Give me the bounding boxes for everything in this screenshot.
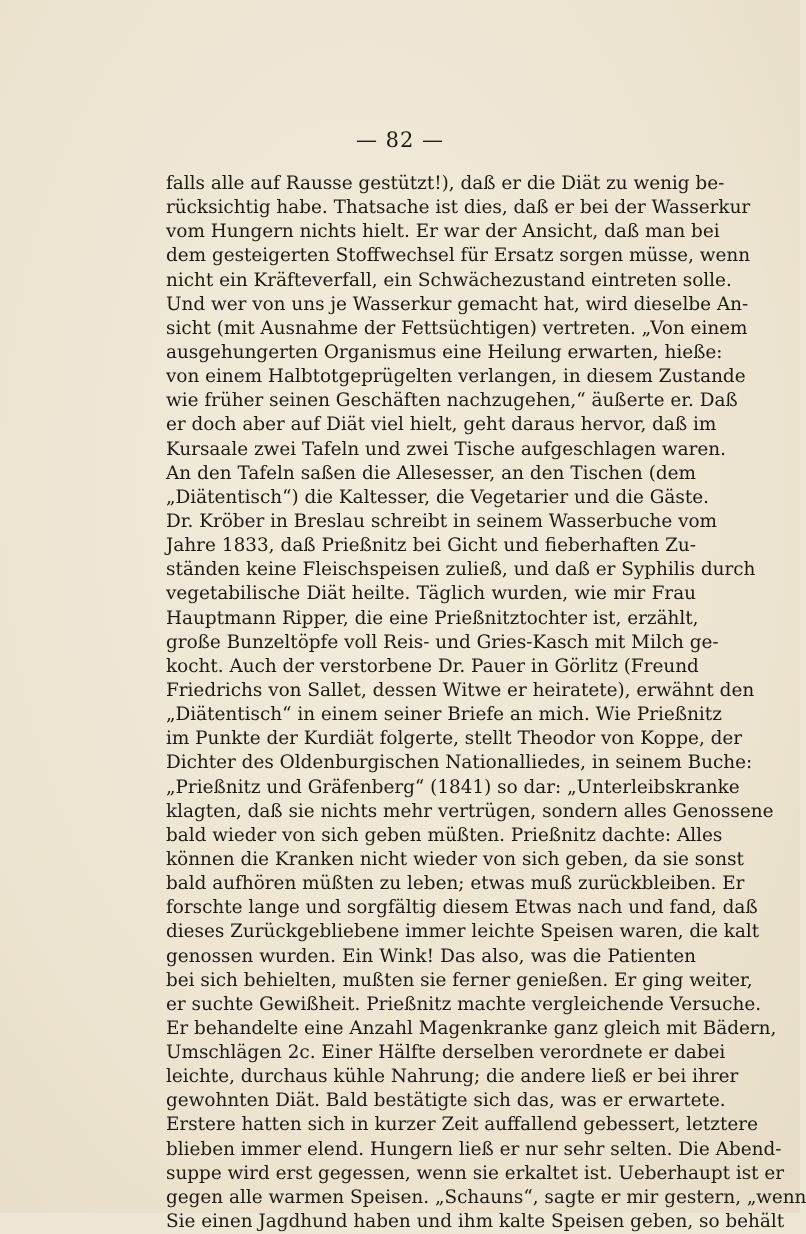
text-line: falls alle auf Rausse gestützt!), daß er die Diät zu wenig be- [166, 173, 725, 194]
text-line: Kursaale zwei Tafeln und zwei Tische aufgeschlagen waren. [166, 438, 726, 460]
text-line: er doch aber auf Diät viel hielt, geht daraus hervor, daß im [166, 414, 717, 436]
text-line: sicht (mit Ausnahme der Fettsüchtigen) vertreten. „Von einem [166, 317, 748, 339]
page-number: — 82 — [355, 128, 445, 152]
text-line: bald aufhören müßten zu leben; etwas muß zurückbleiben. Er [166, 873, 745, 895]
text-line: Er behandelte eine Anzahl Magenkranke ganz gleich mit Bädern, [166, 1017, 777, 1039]
text-line: kocht. Auch der verstorbene Dr. Pauer in Görlitz (Freund [166, 655, 699, 677]
text-line: rücksichtig habe. Thatsache ist dies, daß er bei der Wasserkur [166, 197, 751, 219]
text-line: können die Kranken nicht wieder von sich geben, da sie sonst [166, 848, 744, 870]
text-line: Hauptmann Ripper, die eine Prießnitztochter ist, erzählt, [166, 607, 699, 629]
text-line: Erstere hatten sich in kurzer Zeit auffallend gebessert, letztere [166, 1114, 758, 1136]
body-text [166, 172, 806, 1234]
text-line: Friedrichs von Sallet, dessen Witwe er heiratete), erwähnt den [166, 679, 755, 701]
text-line: von einem Halbtotgeprügelten verlangen, in diesem Zustande [166, 366, 746, 388]
text-line: Dichter des Oldenburgischen Nationalliedes, in seinem Buche: [166, 752, 753, 774]
text-line: bald wieder von sich geben müßten. Prießnitz dachte: Alles [166, 824, 723, 846]
text-line: er suchte Gewißheit. Prießnitz machte vergleichende Versuche. [166, 993, 762, 1015]
text-line: gegen alle warmen Speisen. „Schauns“, sagte er mir gestern, „wenn [166, 1186, 806, 1208]
text-line: klagten, daß sie nichts mehr vertrügen, sondern alles Genossene [166, 800, 774, 822]
text-line: nicht ein Kräfteverfall, ein Schwächezustand eintreten solle. [166, 269, 732, 291]
text-line: bei sich behielten, mußten sie ferner genießen. Er ging weiter, [166, 969, 753, 991]
text-line: gewohnten Diät. Bald bestätigte sich das, was er erwartete. [166, 1090, 726, 1112]
text-line: vegetabilische Diät heilte. Täglich wurden, wie mir Frau [166, 583, 696, 605]
text-line: Umschlägen 2c. Einer Hälfte derselben verordnete er dabei [166, 1042, 726, 1064]
text-line: genossen wurden. Ein Wink! Das also, was die Patienten [166, 945, 696, 967]
text-line: suppe wird erst gegessen, wenn sie erkaltet ist. Ueberhaupt ist er [166, 1162, 785, 1184]
text-line: Und wer von uns je Wasserkur gemacht hat, wird dieselbe An- [166, 293, 749, 315]
text-line: Dr. Kröber in Breslau schreibt in seinem Wasserbuche vom [166, 510, 717, 532]
text-line: „Prießnitz und Gräfenberg“ (1841) so dar: „Unterleibskranke [166, 776, 740, 798]
text-line: An den Tafeln saßen die Allesesser, an den Tischen (dem [166, 462, 696, 484]
text-line: forschte lange und sorgfältig diesem Etwas nach und fand, daß [166, 897, 758, 919]
text-line: Sie einen Jagdhund haben und ihm kalte Speisen geben, so behält [166, 1211, 785, 1233]
text-line: im Punkte der Kurdiät folgerte, stellt Theodor von Koppe, der [166, 728, 743, 750]
text-line: blieben immer elend. Hungern ließ er nur sehr selten. Die Abend- [166, 1138, 782, 1160]
text-line: ständen keine Fleischspeisen zuließ, und daß er Syphilis durch [166, 559, 756, 581]
text-line: „Diätentisch“) die Kaltesser, die Vegetarier und die Gäste. [166, 486, 709, 508]
text-line: große Bunzeltöpfe voll Reis- und Gries-Kasch mit Milch ge- [166, 631, 719, 653]
text-line: dieses Zurückgebliebene immer leichte Speisen waren, die kalt [166, 921, 760, 943]
text-line: wie früher seinen Geschäften nachzugehen,“ äußerte er. Daß [166, 390, 738, 412]
text-line: Jahre 1833, daß Prießnitz bei Gicht und fieberhaften Zu- [166, 535, 696, 557]
text-line: vom Hungern nichts hielt. Er war der Ansicht, daß man bei [166, 221, 720, 243]
text-line: leichte, durchaus kühle Nahrung; die andere ließ er bei ihrer [166, 1066, 739, 1088]
text-line: dem gesteigerten Stoffwechsel für Ersatz sorgen müsse, wenn [166, 245, 751, 267]
text-line: ausgehungerten Organismus eine Heilung erwarten, hieße: [166, 341, 723, 363]
text-line: „Diätentisch“ in einem seiner Briefe an mich. Wie Prießnitz [166, 704, 722, 726]
